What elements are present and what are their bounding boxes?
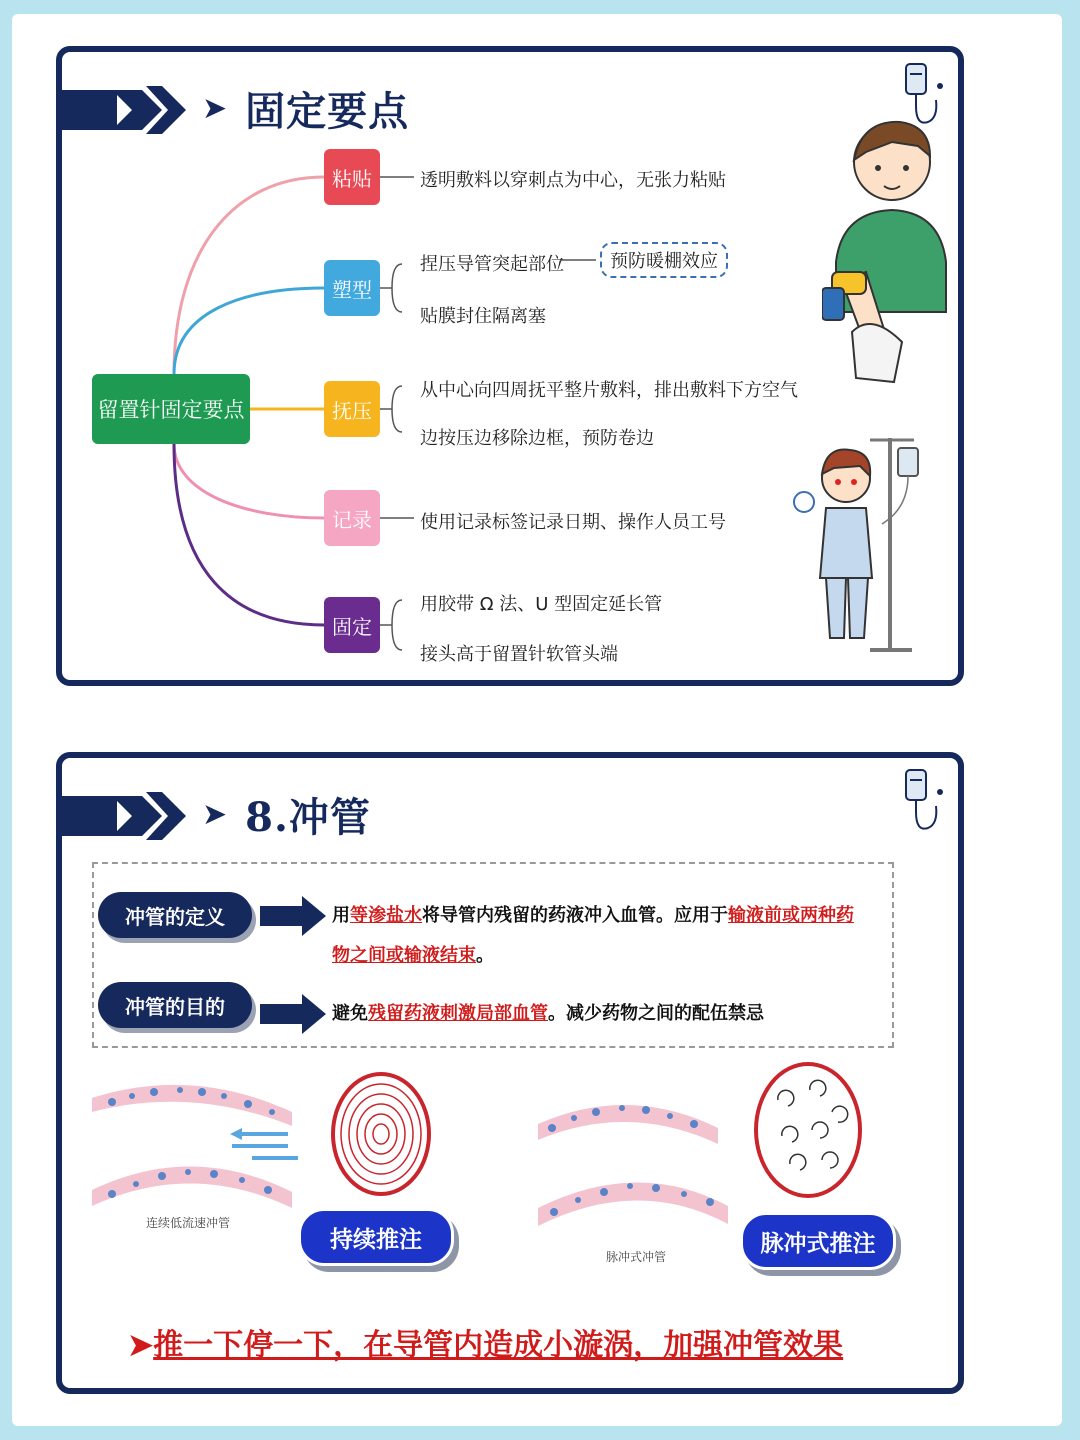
node-press: 抚压 — [324, 381, 380, 437]
leaf-press-2: 边按压边移除边框，预防卷边 — [420, 428, 654, 449]
root-node: 留置针固定要点 — [92, 374, 250, 444]
panel-title: 8.冲管 — [245, 794, 371, 841]
continuous-flush-caption: 连续低流速冲管 — [146, 1216, 231, 1230]
turbulent-flow-circle — [752, 1060, 864, 1200]
right-arrow-icon — [260, 994, 326, 1034]
flushing-panel — [56, 752, 964, 1394]
patient-arm-illustration — [822, 112, 952, 392]
definition-text: 用等渗盐水将导管内残留的药液冲入血管。应用于输液前或两种药 物之间或输液结束。 — [332, 905, 854, 966]
node-fix: 固定 — [324, 597, 380, 653]
title-arrow-icon: ➤ — [202, 797, 228, 832]
node-record: 记录 — [324, 490, 380, 546]
iv-bag-icon — [900, 766, 948, 838]
laminar-flow-circle — [330, 1070, 432, 1198]
bottom-arrow-icon: ➤ — [128, 1328, 154, 1363]
fixation-panel — [56, 46, 964, 686]
leaf-fix-1: 用胶带 Ω 法、U 型固定延长管 — [420, 594, 663, 615]
title-arrow-icon: ➤ — [202, 91, 228, 126]
chevron-banner-icon — [62, 786, 192, 846]
leaf-paste: 透明敷料以穿刺点为中心，无张力粘贴 — [420, 170, 726, 191]
purpose-label: 冲管的目的 — [98, 982, 252, 1028]
pulsatile-push-button: 脉冲式推注 — [740, 1212, 896, 1270]
node-shape: 塑型 — [324, 260, 380, 316]
pulsatile-flush-caption: 脉冲式冲管 — [606, 1250, 667, 1264]
leaf-shape-2: 贴膜封住隔离塞 — [420, 306, 546, 327]
leaf-record: 使用记录标签记录日期、操作人员工号 — [420, 512, 726, 533]
continuous-push-button: 持续推注 — [298, 1208, 454, 1266]
child-iv-stand-illustration — [790, 428, 930, 658]
leaf-shape-note: 预防暖棚效应 — [600, 242, 728, 278]
purpose-text: 避免残留药液刺激局部血管。减少药物之间的配伍禁忌 — [332, 1003, 764, 1024]
leaf-fix-2: 接头高于留置针软管头端 — [420, 644, 618, 665]
pulsatile-flush-vessel-diagram — [538, 1088, 738, 1248]
right-arrow-icon — [260, 896, 326, 936]
bottom-note: ➤推一下停一下，在导管内造成小漩涡，加强冲管效果 — [128, 1328, 844, 1363]
leaf-shape-1: 捏压导管突起部位 — [420, 254, 564, 275]
panel-title: 固定要点 — [245, 88, 410, 135]
definition-label: 冲管的定义 — [98, 892, 252, 938]
leaf-press-1: 从中心向四周抚平整片敷料，排出敷料下方空气 — [420, 380, 798, 401]
continuous-flush-vessel-diagram — [92, 1072, 302, 1222]
node-paste: 粘贴 — [324, 149, 380, 205]
